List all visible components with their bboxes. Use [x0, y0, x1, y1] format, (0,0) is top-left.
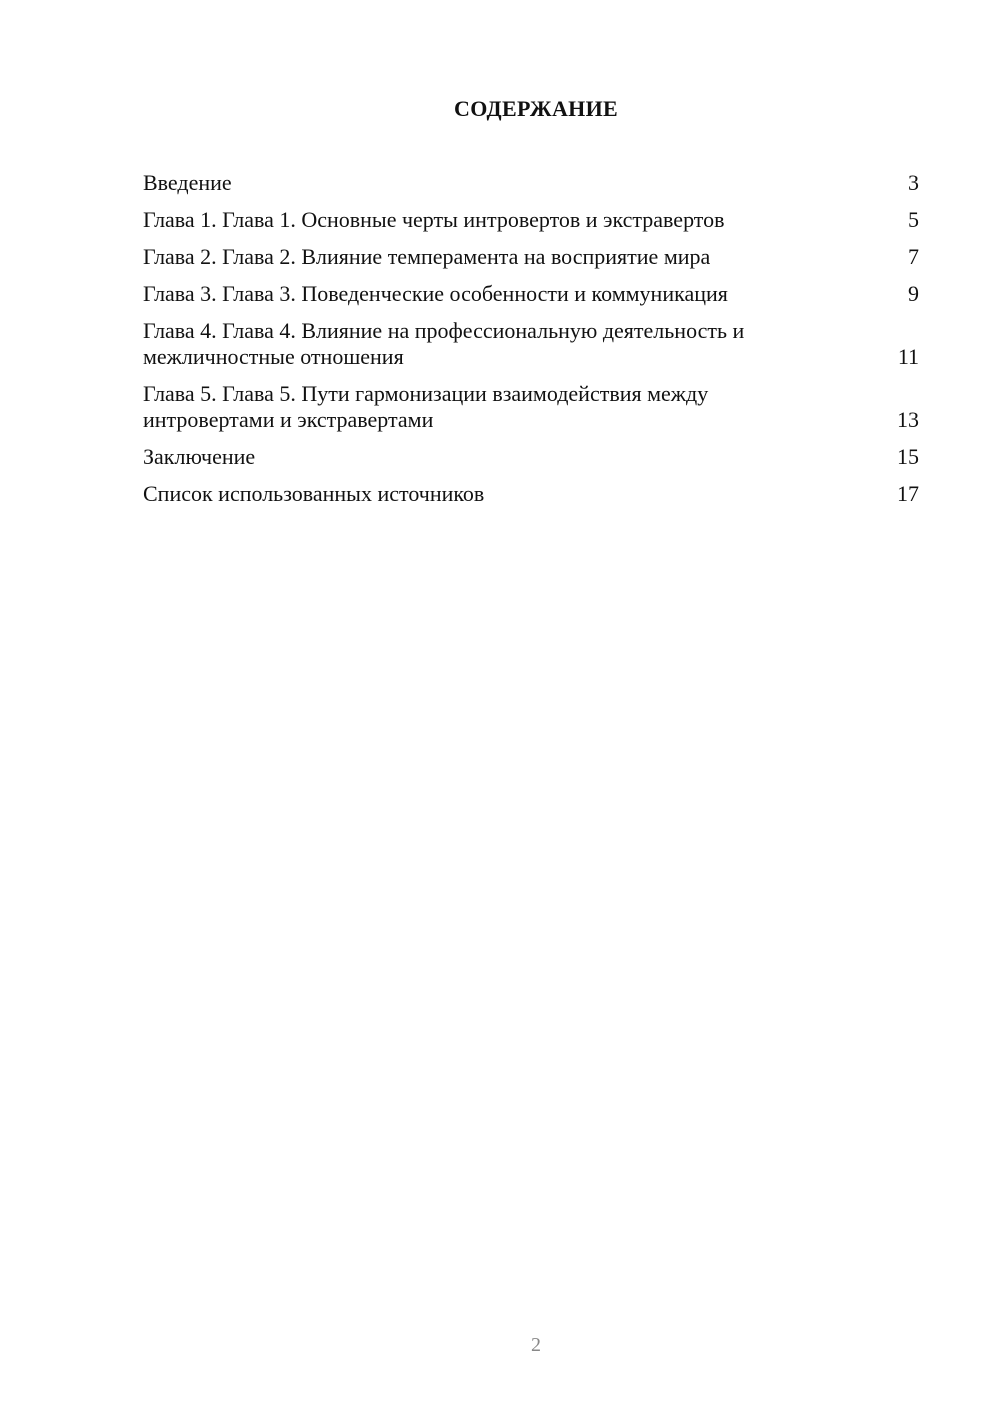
toc-entry [143, 207, 919, 233]
toc-entry [143, 481, 919, 507]
toc-entry-page: 15 [897, 444, 919, 469]
toc-entry-title: Заключение [143, 444, 256, 469]
toc-entry [143, 444, 919, 470]
toc-entry-title: Введение [143, 170, 232, 195]
page-number: 2 [531, 1334, 541, 1356]
toc-entry-title: Глава 2. Глава 2. Влияние темперамента на восприятие мира [143, 244, 711, 269]
toc-entry [143, 170, 919, 196]
toc-entry-page: 3 [908, 170, 919, 195]
toc-entry [143, 318, 919, 370]
toc-entry [143, 244, 919, 270]
toc-entry-title: Глава 4. Глава 4. Влияние на профессиональную деятельность и межличностные отношения [143, 318, 745, 369]
toc-entry-title: Глава 3. Глава 3. Поведенческие особенности и коммуникация [143, 281, 728, 306]
toc-entry-page: 7 [908, 244, 919, 269]
toc-entry-page: 9 [908, 281, 919, 306]
toc-entry-title: Глава 1. Глава 1. Основные черты интровертов и экстравертов [143, 207, 725, 232]
toc-entry-page: 17 [897, 481, 919, 506]
toc-entry-title: Список использованных источников [143, 481, 485, 506]
toc-entry-page: 11 [897, 344, 919, 369]
table-of-contents [143, 170, 919, 518]
page-title: СОДЕРЖАНИЕ [454, 96, 618, 121]
toc-entry-title: Глава 5. Глава 5. Пути гармонизации взаимодействия между интровертами и экстравертами [143, 381, 709, 432]
toc-entry [143, 281, 919, 307]
toc-entry-page: 13 [897, 407, 919, 432]
toc-entry [143, 381, 919, 433]
toc-entry-page: 5 [908, 207, 919, 232]
